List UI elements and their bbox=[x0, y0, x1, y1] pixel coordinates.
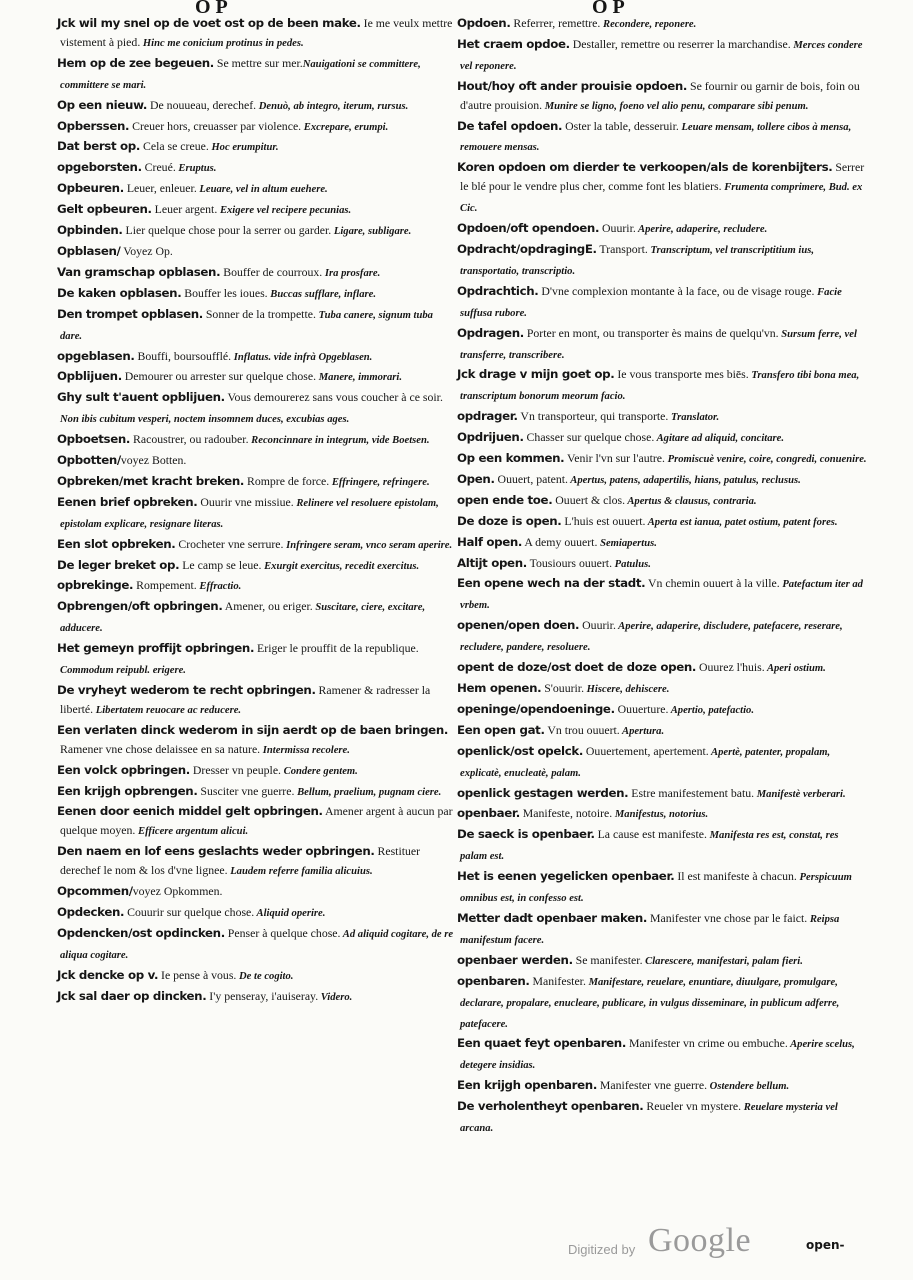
entry-headword: open ende toe. bbox=[457, 492, 553, 507]
entry-headword: Het is eenen yegelicken openbaer. bbox=[457, 869, 675, 884]
entry-latin: Leuare mensam, tollere cibos à mensa, remouere mensas. bbox=[460, 121, 852, 154]
entry-headword: Een quaet feyt openbaren. bbox=[457, 1036, 626, 1051]
dictionary-entry bbox=[457, 574, 867, 616]
entry-latin: Translator. bbox=[668, 412, 720, 424]
dictionary-entry bbox=[57, 54, 457, 96]
dictionary-entry bbox=[457, 951, 867, 972]
entry-french: Se manifester. bbox=[572, 952, 643, 967]
entry-french: Se fournir ou garnir de bois, foin ou d'autre prouision. bbox=[460, 78, 860, 112]
entry-latin: Munire se ligno, foeno vel alio penu, comparare sibi penum. bbox=[542, 100, 809, 112]
entry-latin: Leuare, vel in altum euehere. bbox=[196, 184, 328, 196]
entry-headword: Opdoen. bbox=[457, 16, 511, 30]
dictionary-entry bbox=[57, 882, 457, 903]
dictionary-entry bbox=[57, 493, 457, 535]
entry-headword: Opbreken/met kracht breken. bbox=[57, 473, 244, 488]
entry-headword: Dat berst op. bbox=[57, 139, 141, 154]
entry-french: Leuer, enleuer. bbox=[123, 181, 197, 196]
entry-french: Oster la table, desseruir. bbox=[562, 118, 679, 133]
dictionary-entry bbox=[57, 802, 457, 842]
entry-latin: Ad aliquid cogitare, de re aliqua cogitare. bbox=[60, 928, 454, 961]
entry-headword: De verholentheyt openbaren. bbox=[457, 1099, 644, 1114]
dictionary-entry bbox=[457, 407, 867, 428]
entry-french: Bouffi, boursoufflé. bbox=[134, 348, 232, 363]
entry-latin: Relinere vel resoluere epistolam, epistolam explicare, resignare literas. bbox=[60, 497, 439, 530]
entry-headword: Opbeuren. bbox=[57, 181, 124, 196]
entry-headword: Gelt opbeuren. bbox=[57, 202, 152, 217]
entry-headword: openbaer. bbox=[457, 806, 520, 821]
running-head-left: O P bbox=[195, 0, 228, 18]
entry-french: Vn chemin ouuert à la ville. bbox=[645, 576, 780, 591]
entry-headword: Opboetsen. bbox=[57, 432, 131, 447]
dictionary-entry bbox=[57, 761, 457, 782]
entry-french: L'huis est ouuert. bbox=[561, 513, 646, 528]
entry-french: Transport. bbox=[596, 241, 648, 256]
entry-french: Ramener vne chose delaissee en sa nature. bbox=[60, 741, 261, 756]
entry-french: La cause est manifeste. bbox=[594, 827, 707, 842]
entry-french: Serrer le blé pour le vendre plus cher, comme font les blatiers. bbox=[460, 160, 865, 194]
dictionary-entry bbox=[57, 221, 457, 242]
entry-headword: Het gemeyn proffijt opbringen. bbox=[57, 641, 255, 656]
entry-latin: Manifestè verberari. bbox=[754, 788, 846, 800]
entry-french: Manifester vn crime ou embuche. bbox=[626, 1036, 788, 1051]
entry-french: Susciter vne guerre. bbox=[197, 783, 295, 798]
entry-latin: Inflatus. vide infrà Opgeblasen. bbox=[231, 351, 373, 363]
dictionary-entry bbox=[457, 658, 867, 679]
entry-headword: Opcommen/ bbox=[57, 884, 133, 899]
entry-latin: Effractio. bbox=[196, 581, 242, 593]
google-logo: Google bbox=[648, 1222, 752, 1259]
dictionary-entry bbox=[457, 825, 867, 867]
entry-french: Vn transporteur, qui transporte. bbox=[517, 409, 669, 424]
dictionary-entry bbox=[457, 784, 867, 805]
entry-headword: De saeck is openbaer. bbox=[457, 827, 595, 842]
entry-french: Creuer hors, creuasser par violence. bbox=[129, 118, 302, 133]
dictionary-entry bbox=[457, 1097, 867, 1139]
entry-french: Ouuerture. bbox=[614, 701, 669, 716]
entry-french: Ouuert, patent. bbox=[494, 471, 568, 486]
dictionary-entry bbox=[57, 681, 457, 721]
entry-french: I'y penseray, i'auiseray. bbox=[206, 988, 319, 1003]
entry-latin: Apertio, patefactio. bbox=[668, 704, 754, 716]
dictionary-entry bbox=[457, 1076, 867, 1097]
entry-latin: Apertè, patenter, propalam, explicatè, enucleatè, palam. bbox=[460, 746, 831, 779]
entry-headword: Ghy sult t'auent opblijuen. bbox=[57, 390, 225, 405]
entry-french: Estre manifestement batu. bbox=[628, 785, 755, 800]
entry-latin: Ostendere bellum. bbox=[707, 1081, 790, 1093]
dictionary-entry bbox=[57, 472, 457, 493]
right-column bbox=[457, 14, 867, 1139]
dictionary-entry bbox=[457, 449, 867, 470]
entry-headword: Opdencken/ost opdincken. bbox=[57, 925, 225, 940]
entry-latin: Commodum reipubl. erigere. bbox=[60, 665, 186, 677]
running-head-right: O P bbox=[592, 0, 625, 18]
entry-french: Referrer, remettre. bbox=[510, 16, 601, 30]
entry-latin: Semiapertus. bbox=[597, 537, 657, 549]
dictionary-entry bbox=[57, 535, 457, 556]
entry-headword: Opberssen. bbox=[57, 118, 130, 133]
entry-french: Le camp se leue. bbox=[179, 557, 262, 572]
entry-headword: De vryheyt wederom te recht opbringen. bbox=[57, 683, 316, 697]
entry-latin: Facie suffusa rubore. bbox=[460, 286, 842, 319]
entry-latin: Aperi ostium. bbox=[764, 663, 826, 675]
entry-latin: Suscitare, ciere, excitare, adducere. bbox=[60, 602, 426, 635]
entry-latin: Efficere argentum alicui. bbox=[135, 826, 249, 838]
dictionary-entry bbox=[457, 804, 867, 825]
entry-headword: Eenen brief opbreken. bbox=[57, 494, 198, 509]
entry-headword: Den trompet opblasen. bbox=[57, 306, 203, 321]
entry-latin: Ligare, subligare. bbox=[331, 226, 412, 238]
entry-french: Ouuertement, apertement. bbox=[582, 743, 709, 758]
dictionary-entry bbox=[457, 282, 867, 324]
entry-latin: Transcriptum, vel transcriptitium ius, transportatio, transcriptio. bbox=[460, 244, 815, 277]
dictionary-entry bbox=[457, 533, 867, 554]
entry-headword: Opdragen. bbox=[457, 325, 524, 340]
dictionary-entry bbox=[57, 451, 457, 472]
entry-french: Dresser vn peuple. bbox=[189, 762, 282, 777]
entry-headword: Op een nieuw. bbox=[57, 97, 148, 112]
entry-headword: Opdracht/opdragingE. bbox=[457, 241, 597, 256]
entry-french: Porter en mont, ou transporter ès mains de quelqu'vn. bbox=[523, 325, 779, 340]
entry-latin: Condere gentem. bbox=[281, 765, 358, 777]
entry-latin: Agitare ad aliquid, concitare. bbox=[654, 433, 785, 445]
entry-headword: opgeborsten. bbox=[57, 160, 142, 175]
entry-latin: Hinc me conicium protinus in pedes. bbox=[140, 37, 304, 49]
entry-french: Penser à quelque chose. bbox=[224, 925, 341, 940]
entry-french: Cela se creue. bbox=[140, 139, 209, 154]
dictionary-entry bbox=[57, 639, 457, 681]
dictionary-entry bbox=[457, 616, 867, 658]
entry-french: Manifester vne guerre. bbox=[596, 1078, 708, 1093]
entry-headword: Opdecken. bbox=[57, 904, 125, 919]
entry-french: S'ouurir. bbox=[541, 681, 585, 695]
entry-headword: Een open gat. bbox=[457, 722, 545, 737]
entry-headword: Opdrachtich. bbox=[457, 283, 539, 298]
entry-french: Chasser sur quelque chose. bbox=[523, 430, 655, 445]
entry-latin: Reipsa manifestum facere. bbox=[460, 913, 840, 946]
entry-latin: Tuba canere, signum tuba dare. bbox=[60, 309, 433, 342]
entry-headword: opbrekinge. bbox=[57, 578, 134, 593]
entry-headword: openbaer werden. bbox=[457, 952, 573, 967]
entry-latin: Frumenta comprimere, Bud. ex Cic. bbox=[460, 182, 863, 215]
entry-latin: Promiscuè venire, coire, congredi, conuenire. bbox=[664, 454, 867, 466]
entry-french: voyez Botten. bbox=[120, 453, 187, 468]
entry-latin: Manifestus, notorius. bbox=[612, 809, 709, 821]
dictionary-entry bbox=[57, 782, 457, 803]
entry-french: Ramener & radresser la liberté. bbox=[60, 683, 431, 716]
dictionary-entry bbox=[457, 909, 867, 951]
entry-french: Racoustrer, ou radouber. bbox=[130, 432, 249, 447]
dictionary-entry bbox=[57, 117, 457, 138]
entry-headword: Een volck opbringen. bbox=[57, 762, 190, 777]
entry-french: Crocheter vne serrure. bbox=[175, 536, 284, 551]
entry-latin: Manifesta res est, constat, res palam est. bbox=[460, 830, 839, 863]
dictionary-entry bbox=[57, 987, 457, 1008]
entry-headword: opgeblasen. bbox=[57, 348, 135, 363]
entry-french: Leuer argent. bbox=[151, 202, 218, 217]
entry-latin: Exurgit exercitus, recedit exercitus. bbox=[261, 560, 420, 572]
entry-latin: De te cogito. bbox=[236, 970, 294, 982]
dictionary-entry bbox=[57, 14, 457, 54]
left-column bbox=[57, 14, 457, 1008]
entry-latin: Aperire, adaperire, recludere. bbox=[635, 224, 768, 236]
dictionary-entry bbox=[457, 365, 867, 407]
entry-latin: Eruptus. bbox=[175, 163, 217, 175]
entry-french: Ouuert & clos. bbox=[552, 492, 626, 507]
entry-french: Creué. bbox=[141, 160, 176, 175]
entry-latin: Reuelare mysteria vel arcana. bbox=[460, 1102, 838, 1135]
entry-latin: Recondere, reponere. bbox=[600, 19, 697, 30]
entry-headword: Opdrijuen. bbox=[457, 430, 524, 445]
dictionary-entry bbox=[57, 284, 457, 305]
dictionary-entry bbox=[457, 77, 867, 117]
dictionary-entry bbox=[457, 324, 867, 366]
entry-headword: Een verlaten dinck wederom in sijn aerdt op de baen bringen. bbox=[57, 722, 449, 737]
entry-latin: Buccas sufflare, inflare. bbox=[267, 288, 377, 300]
entry-headword: Altijt open. bbox=[457, 555, 527, 570]
entry-french: Ouurez l'huis. bbox=[696, 660, 765, 675]
digitized-by-text: Digitized by bbox=[568, 1242, 636, 1257]
dictionary-entry bbox=[457, 742, 867, 784]
entry-french: Amener, ou eriger. bbox=[222, 599, 313, 614]
entry-french: Rompre de force. bbox=[244, 473, 330, 488]
dictionary-entry bbox=[57, 903, 457, 924]
entry-french: Voyez Op. bbox=[120, 243, 173, 258]
entry-french: Manifeste, notoire. bbox=[519, 806, 613, 821]
entry-headword: Opbinden. bbox=[57, 223, 123, 238]
entry-latin: Patefactum iter ad vrbem. bbox=[460, 579, 863, 612]
entry-headword: Het craem opdoe. bbox=[457, 36, 570, 51]
entry-headword: Opblasen/ bbox=[57, 243, 121, 258]
entry-french: Ouurir vne missiue. bbox=[197, 494, 294, 509]
entry-french: Bouffer les ioues. bbox=[181, 285, 268, 300]
entry-headword: Opbrengen/oft opbringen. bbox=[57, 599, 223, 614]
dictionary-entry bbox=[457, 158, 867, 219]
entry-french: Bouffer de courroux. bbox=[220, 264, 323, 279]
dictionary-entry bbox=[57, 263, 457, 284]
dictionary-entry bbox=[457, 700, 867, 721]
entry-headword: Een slot opbreken. bbox=[57, 536, 176, 551]
dictionary-entry bbox=[457, 35, 867, 77]
entry-latin: Transfero tibi bona mea, transcriptum bonorum meorum facio. bbox=[460, 370, 860, 403]
entry-latin: Aperire scelus, detegere insidias. bbox=[460, 1039, 855, 1072]
dictionary-entry bbox=[457, 117, 867, 159]
entry-french: Destaller, remettre ou reserrer la marchandise. bbox=[569, 36, 791, 51]
entry-french: Il est manifeste à chacun. bbox=[674, 869, 797, 884]
entry-headword: Op een kommen. bbox=[457, 451, 565, 466]
entry-latin: Apertura. bbox=[619, 725, 665, 737]
dictionary-entry bbox=[457, 512, 867, 533]
entry-french: Manifester. bbox=[529, 973, 586, 988]
dictionary-entry bbox=[457, 721, 867, 742]
entry-headword: Eenen door eenich middel gelt opbringen. bbox=[57, 804, 323, 819]
entry-headword: openlick/ost opelck. bbox=[457, 743, 583, 758]
entry-headword: Hout/hoy oft ander prouisie opdoen. bbox=[457, 78, 688, 93]
entry-latin: Denuò, ab integro, iterum, rursus. bbox=[256, 100, 409, 112]
dictionary-entry bbox=[57, 158, 457, 179]
entry-latin: Exigere vel recipere pecunias. bbox=[217, 205, 352, 217]
entry-french: Tousiours ouuert. bbox=[526, 555, 613, 570]
entry-latin: Aperire, adaperire, discludere, patefacere, reserare, recludere, pandere, resoluere. bbox=[460, 621, 843, 654]
entry-headword: Metter dadt openbaer maken. bbox=[457, 910, 648, 925]
entry-headword: Jck sal daer op dincken. bbox=[57, 988, 207, 1003]
entry-headword: openbaren. bbox=[457, 973, 530, 988]
entry-headword: opent de doze/ost doet de doze open. bbox=[457, 660, 697, 675]
entry-headword: Jck dencke op v. bbox=[57, 967, 159, 982]
entry-french: Venir l'vn sur l'autre. bbox=[564, 451, 665, 466]
entry-latin: Effringere, refringere. bbox=[329, 476, 430, 488]
dictionary-entry bbox=[57, 347, 457, 368]
entry-headword: Jck wil my snel op de voet ost op de been make. bbox=[57, 16, 361, 30]
entry-latin: Bellum, praelium, pugnam ciere. bbox=[294, 786, 442, 798]
entry-headword: Een opene wech na der stadt. bbox=[457, 576, 646, 591]
entry-latin: Videro. bbox=[318, 991, 353, 1003]
entry-latin: Hiscere, dehiscere. bbox=[584, 684, 670, 695]
entry-french: Ie vous transporte mes biēs. bbox=[614, 367, 749, 382]
entry-latin: Nauigationi se committere, committere se mari. bbox=[60, 58, 421, 91]
entry-french: Manifester vne chose par le faict. bbox=[647, 910, 808, 925]
entry-latin: Sursum ferre, vel transferre, transcribere. bbox=[460, 328, 857, 361]
entry-latin: Infringere seram, vnco seram aperire. bbox=[283, 539, 453, 551]
entry-headword: Opbotten/ bbox=[57, 453, 121, 468]
dictionary-entry bbox=[57, 137, 457, 158]
entry-headword: Jck drage v mijn goet op. bbox=[457, 367, 615, 382]
dictionary-entry bbox=[457, 14, 867, 35]
entry-headword: De tafel opdoen. bbox=[457, 118, 563, 133]
entry-latin: Excrepare, erumpi. bbox=[301, 121, 389, 133]
dictionary-entry bbox=[57, 556, 457, 577]
dictionary-entry bbox=[57, 842, 457, 882]
entry-headword: De leger breket op. bbox=[57, 557, 180, 572]
entry-french: voyez Opkommen. bbox=[132, 884, 223, 899]
entry-french: Restituer derechef le nom & los d'vne lignee. bbox=[60, 844, 421, 878]
entry-headword: Een krijgh opbrengen. bbox=[57, 783, 198, 798]
entry-latin: Hoc erumpitur. bbox=[208, 142, 279, 154]
entry-latin: Aliquid operire. bbox=[254, 907, 326, 919]
entry-french: Lier quelque chose pour la serrer ou garder. bbox=[122, 223, 332, 238]
entry-french: A demy ouuert. bbox=[522, 534, 598, 549]
entry-headword: Half open. bbox=[457, 534, 523, 549]
entry-latin: Clarescere, manifestari, palam fieri. bbox=[642, 955, 803, 967]
entry-headword: openen/open doen. bbox=[457, 618, 580, 633]
entry-latin: Manere, immorari. bbox=[316, 372, 403, 384]
entry-headword: Open. bbox=[457, 471, 495, 486]
dictionary-entry bbox=[457, 867, 867, 909]
entry-headword: Hem op de zee begeuen. bbox=[57, 55, 214, 70]
entry-latin: Merces condere vel reponere. bbox=[460, 39, 863, 72]
entry-headword: Opblijuen. bbox=[57, 369, 122, 384]
entry-headword: Opdoen/oft opendoen. bbox=[457, 221, 600, 236]
entry-latin: Reconcinnare in integrum, vide Boetsen. bbox=[248, 435, 430, 447]
entry-french: Eriger le prouffit de la republique. bbox=[254, 641, 419, 656]
entry-latin: Laudem referre familia alicuius. bbox=[227, 866, 373, 878]
dictionary-entry bbox=[457, 428, 867, 449]
entry-french: Se mettre sur mer. bbox=[213, 55, 303, 70]
entry-headword: opdrager. bbox=[457, 409, 518, 424]
entry-headword: De doze is open. bbox=[457, 513, 562, 528]
dictionary-entry bbox=[57, 924, 457, 966]
entry-latin: Apertus, patens, adapertilis, hians, patulus, reclusus. bbox=[568, 474, 801, 486]
entry-headword: Koren opdoen om dierder te verkoopen/als de korenbijters. bbox=[457, 160, 833, 175]
entry-headword: Hem openen. bbox=[457, 681, 542, 695]
dictionary-entry bbox=[57, 179, 457, 200]
entry-headword: Een krijgh openbaren. bbox=[457, 1078, 597, 1093]
entry-french: Demourer ou arrester sur quelque chose. bbox=[121, 369, 317, 384]
entry-headword: Van gramschap opblasen. bbox=[57, 264, 221, 279]
dictionary-entry bbox=[457, 679, 867, 700]
entry-headword: openlick gestagen werden. bbox=[457, 785, 629, 800]
dictionary-entry bbox=[57, 597, 457, 639]
dictionary-entry bbox=[57, 966, 457, 987]
entry-latin: Non ibis cubitum vesperi, noctem insomnem duces, excubias ages. bbox=[60, 414, 350, 426]
dictionary-entry bbox=[57, 96, 457, 117]
entry-latin: Aperta est ianua, patet ostium, patent fores. bbox=[645, 516, 838, 528]
dictionary-entry bbox=[57, 430, 457, 451]
dictionary-entry bbox=[457, 554, 867, 575]
entry-latin: Manifestare, reuelare, enuntiare, diuulgare, promulgare, declarare, propalare, enucleare, publicare, in vulgus disseminare, in publicum adferre, patefacere. bbox=[460, 976, 840, 1030]
dictionary-entry bbox=[57, 200, 457, 221]
entry-french: Reueler vn mystere. bbox=[643, 1099, 742, 1114]
dictionary-entry bbox=[57, 305, 457, 347]
entry-latin: Ira prosfare. bbox=[322, 267, 381, 279]
entry-headword: openinge/opendoeninge. bbox=[457, 701, 615, 716]
entry-latin: Intermissa recolere. bbox=[260, 744, 350, 756]
dictionary-entry bbox=[457, 491, 867, 512]
entry-french: Vous demourerez sans vous coucher à ce soir. bbox=[224, 390, 443, 405]
entry-french: Sonner de la trompette. bbox=[202, 306, 316, 321]
entry-french: Couurir sur quelque chose. bbox=[124, 904, 255, 919]
entry-french: De nouueau, derechef. bbox=[147, 97, 257, 112]
entry-french: Ie pense à vous. bbox=[158, 967, 237, 982]
entry-headword: Den naem en lof eens geslachts weder opbringen. bbox=[57, 844, 375, 859]
dictionary-entry bbox=[457, 1034, 867, 1076]
dictionary-entry bbox=[57, 388, 457, 430]
entry-french: D'vne complexion montante à la face, ou de visage rouge. bbox=[538, 283, 815, 298]
entry-french: Vn trou ouuert. bbox=[544, 722, 620, 737]
entry-latin: Patulus. bbox=[612, 558, 651, 570]
entry-latin: Apertus & clausus, contraria. bbox=[625, 495, 757, 507]
dictionary-entry bbox=[57, 242, 457, 263]
entry-french: Amener argent à aucun par quelque moyen. bbox=[60, 804, 453, 838]
entry-french: Ie me veulx mettre vistement à pied. bbox=[60, 16, 453, 49]
dictionary-entry bbox=[457, 972, 867, 1035]
dictionary-entry bbox=[457, 240, 867, 282]
dictionary-entry bbox=[457, 219, 867, 240]
entry-french: Ouurir. bbox=[599, 221, 636, 236]
dictionary-entry bbox=[457, 470, 867, 491]
dictionary-entry bbox=[57, 576, 457, 597]
entry-french: Rompement. bbox=[133, 578, 197, 593]
catchword: open- bbox=[806, 1238, 845, 1252]
dictionary-entry bbox=[57, 721, 457, 761]
entry-headword: De kaken opblasen. bbox=[57, 285, 182, 300]
entry-latin: Libertatem reuocare ac reducere. bbox=[93, 704, 242, 716]
entry-french: Ouurir. bbox=[579, 618, 616, 633]
dictionary-entry bbox=[57, 367, 457, 388]
entry-latin: Perspicuum omnibus est, in confesso est. bbox=[460, 872, 852, 905]
